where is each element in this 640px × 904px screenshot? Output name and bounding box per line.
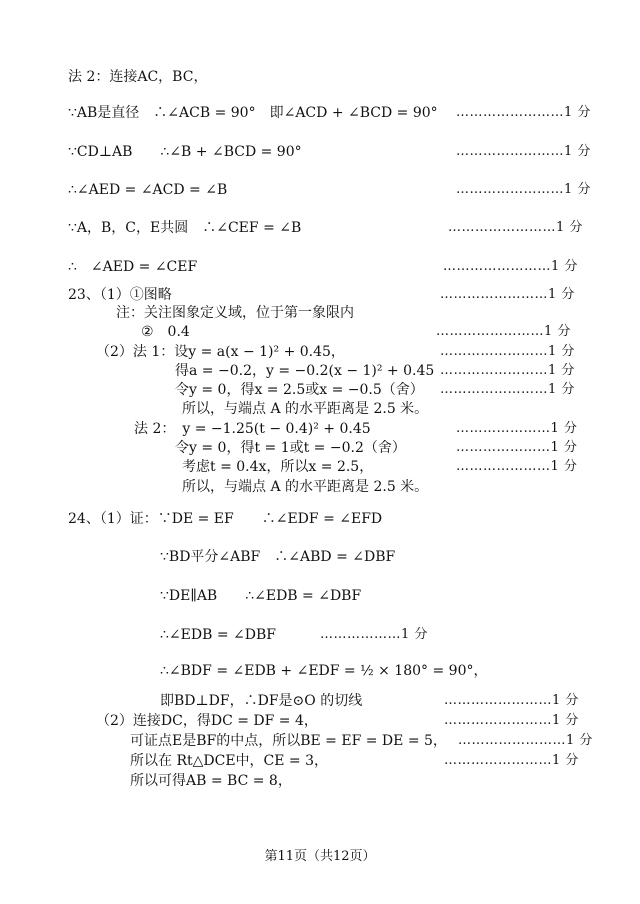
score-mark: ……………………1 分 — [444, 713, 579, 728]
text-line: 所以，与端点 A 的水平距离是 2.5 米。 — [182, 479, 429, 495]
score-mark: ……………………1 分 — [456, 105, 591, 120]
score-mark: ……………………1 分 — [444, 753, 579, 768]
text-line: 考虑t = 0.4x，所以x = 2.5， — [182, 459, 374, 475]
score-mark: ……………………1 分 — [440, 382, 575, 397]
text-line: 法 2：连接AC，BC， — [68, 69, 208, 85]
score-mark: ……………………1 分 — [444, 693, 579, 708]
text-line: ∴ ∠AED = ∠CEF — [68, 259, 198, 275]
text-line: ∵A，B，C，E共圆 ∴∠CEF = ∠B — [68, 220, 302, 236]
text-line: ∴∠AED = ∠ACD = ∠B — [68, 182, 228, 198]
score-mark: ……………………1 分 — [456, 182, 591, 197]
text-line: 注：关注图象定义域，位于第一象限内 — [116, 305, 354, 321]
score-mark: …………………1 分 — [456, 440, 578, 455]
text-line: 令y = 0，得x = 2.5或x = −0.5（舍） — [175, 382, 424, 398]
text-line: ∴∠EDB = ∠DBF — [160, 627, 276, 643]
question-24-heading: 24、（1）证：∵DE = EF ∴∠EDF = ∠EFD — [68, 511, 383, 527]
score-mark: ……………………1 分 — [436, 324, 571, 339]
text-line: 所以，与端点 A 的水平距离是 2.5 米。 — [182, 401, 429, 417]
text-line: 得a = −0.2，y = −0.2(x − 1)² + 0.45 — [175, 363, 435, 379]
score-mark: ……………………1 分 — [443, 259, 578, 274]
question-23-heading: 23、（1）①图略 — [68, 287, 172, 303]
score-mark: ………………1 分 — [320, 627, 428, 642]
score-mark: …………………1 分 — [456, 421, 578, 436]
page-footer: 第11页（共12页） — [264, 849, 376, 864]
text-line: ∴∠BDF = ∠EDB + ∠EDF = ½ × 180° = 90°， — [160, 663, 488, 679]
text-line: （2）法 1：设y = a(x − 1)² + 0.45， — [96, 344, 345, 360]
score-mark: …………………1 分 — [456, 459, 578, 474]
text-line: 所以在 Rt△DCE中，CE = 3， — [130, 753, 329, 769]
text-line: ∵BD平分∠ABF ∴∠ABD = ∠DBF — [160, 549, 396, 565]
text-line: ∵CD⊥AB ∴∠B + ∠BCD = 90° — [68, 144, 302, 160]
text-line: 令y = 0，得t = 1或t = −0.2（舍） — [175, 440, 406, 456]
score-mark: ……………………1 分 — [448, 220, 583, 235]
text-line: 可证点E是BF的中点，所以BE = EF = DE = 5， — [130, 733, 447, 749]
score-mark: ……………………1 分 — [440, 344, 575, 359]
score-mark: ……………………1 分 — [440, 287, 575, 302]
text-line: ∵DE∥AB ∴∠EDB = ∠DBF — [160, 588, 362, 604]
text-line: 法 2： y = −1.25(t − 0.4)² + 0.45 — [134, 421, 371, 437]
text-line: （2）连接DC，得DC = DF = 4， — [96, 713, 318, 729]
score-mark: ……………………1 分 — [456, 144, 591, 159]
score-mark: ……………………1 分 — [458, 733, 593, 748]
text-line: 即BD⊥DF，∴DF是⊙O 的切线 — [160, 693, 363, 709]
text-line: ② 0.4 — [141, 324, 190, 340]
text-line: 所以可得AB = BC = 8， — [130, 773, 292, 789]
score-mark: ……………………1 分 — [440, 363, 575, 378]
text-line: ∵AB是直径 ∴∠ACB = 90° 即∠ACD + ∠BCD = 90° — [68, 105, 438, 121]
